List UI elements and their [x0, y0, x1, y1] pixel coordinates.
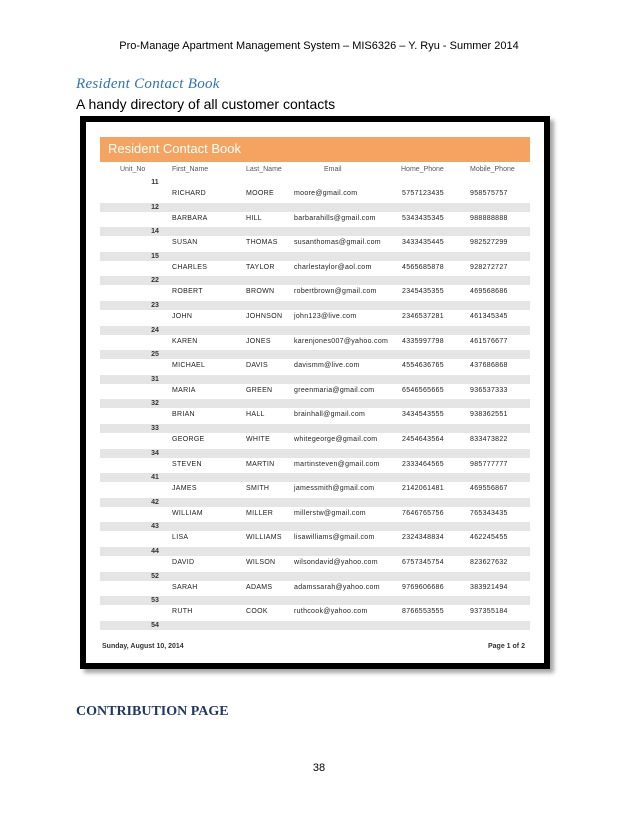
unit-number: 24	[151, 326, 159, 334]
mobile-phone-cell: 985777777	[470, 460, 508, 468]
last-name-cell: HALL	[246, 411, 265, 419]
unit-number: 23	[151, 302, 159, 309]
mobile-phone-cell: 383921494	[470, 583, 508, 591]
home-phone-cell: 5343435345	[402, 214, 444, 222]
mobile-phone-cell: 982527299	[470, 239, 508, 247]
report-footer-date: Sunday, August 10, 2014	[102, 643, 184, 650]
table-row	[100, 424, 530, 449]
email-cell: millerstw@gmail.com	[294, 509, 366, 517]
page-number: 38	[312, 762, 326, 774]
contribution-heading: CONTRIBUTION PAGE	[76, 704, 229, 719]
unit-number: 41	[151, 474, 159, 482]
last-name-cell: ADAMS	[246, 583, 273, 591]
table-row	[100, 252, 530, 277]
mobile-phone-cell: 765343435	[470, 509, 508, 517]
last-name-cell: SMITH	[246, 485, 270, 493]
home-phone-cell: 7646765756	[402, 509, 444, 517]
unit-number: 43	[151, 523, 159, 531]
first-name-cell: ROBERT	[172, 288, 203, 296]
unit-number: 44	[151, 548, 159, 555]
table-row	[100, 473, 530, 498]
last-name-cell: WHITE	[246, 436, 271, 443]
table-row	[100, 178, 530, 203]
table-row	[100, 522, 530, 547]
last-name-cell: COOK	[246, 608, 268, 616]
last-name-cell: WILSON	[246, 559, 276, 566]
report-column-headers	[86, 166, 544, 178]
last-name-cell: WILLIAMS	[246, 534, 282, 542]
table-row	[100, 326, 530, 351]
table-row	[100, 547, 530, 572]
mobile-phone-cell: 988888888	[470, 214, 508, 222]
mobile-phone-cell: 461345345	[470, 313, 508, 320]
home-phone-cell: 3434543555	[402, 411, 444, 419]
unit-number: 15	[151, 252, 159, 260]
unit-number: 31	[151, 375, 159, 383]
email-cell: brainhall@gmail.com	[294, 411, 366, 419]
unit-number: 14	[151, 228, 159, 236]
home-phone-cell: 6757345754	[402, 559, 444, 566]
table-row	[100, 596, 530, 621]
unit-number: 22	[151, 277, 159, 285]
mobile-phone-cell: 462245455	[470, 534, 508, 542]
home-phone-cell: 3433435445	[402, 239, 444, 247]
column-header-first-name: First_Name	[172, 166, 209, 173]
last-name-cell: GREEN	[246, 386, 273, 394]
mobile-phone-cell: 437686868	[470, 362, 508, 370]
mobile-phone-cell: 938362551	[470, 411, 508, 419]
email-cell: john123@live.com	[294, 313, 357, 320]
report-screenshot	[80, 116, 550, 669]
table-row	[100, 399, 530, 424]
column-header-unit-no: Unit_No	[120, 166, 146, 173]
home-phone-cell: 2324348834	[402, 534, 444, 542]
last-name-cell: TAYLOR	[246, 263, 275, 271]
first-name-cell: SUSAN	[172, 239, 198, 247]
first-name-cell: STEVEN	[172, 460, 202, 468]
first-name-cell: SARAH	[172, 583, 198, 591]
mobile-phone-cell: 936537333	[470, 386, 508, 394]
email-cell: charlestaylor@aol.com	[294, 263, 372, 271]
table-row	[100, 203, 530, 228]
first-name-cell: LISA	[172, 534, 189, 542]
first-name-cell: DAVID	[172, 559, 195, 566]
unit-number: 42	[151, 498, 159, 506]
column-header-mobile-phone: Mobile_Phone	[470, 166, 515, 173]
table-row	[100, 350, 530, 375]
first-name-cell: GEORGE	[172, 436, 205, 443]
last-name-cell: MILLER	[246, 509, 274, 517]
email-cell: lisawilliams@gmail.com	[294, 534, 375, 542]
first-name-cell: BRIAN	[172, 411, 195, 419]
table-row	[100, 498, 530, 523]
first-name-cell: CHARLES	[172, 263, 208, 271]
last-name-cell: JOHNSON	[246, 313, 283, 320]
section-subtitle: A handy directory of all customer contacts	[76, 96, 336, 112]
last-name-cell: THOMAS	[246, 239, 278, 247]
home-phone-cell: 2333464565	[402, 460, 444, 468]
email-cell: whitegeorge@gmail.com	[294, 436, 378, 443]
unit-number: 34	[151, 449, 159, 457]
home-phone-cell: 4565685878	[402, 263, 444, 271]
column-header-last-name: Last_Name	[246, 166, 282, 173]
home-phone-cell: 2346537281	[402, 313, 444, 320]
report-title: Resident Contact Book	[108, 141, 241, 156]
last-name-cell: JONES	[246, 337, 271, 345]
email-cell: karenjones007@yahoo.com	[294, 337, 389, 345]
first-name-cell: RUTH	[172, 608, 193, 616]
home-phone-cell: 8766553555	[402, 608, 444, 616]
table-row	[100, 301, 530, 326]
section-title: Resident Contact Book	[76, 76, 220, 92]
email-cell: greenmaria@gmail.com	[294, 386, 375, 394]
unit-number: 52	[151, 572, 159, 580]
table-row	[100, 227, 530, 252]
first-name-cell: MARIA	[172, 386, 196, 394]
last-name-cell: DAVIS	[246, 362, 268, 370]
email-cell: barbarahills@gmail.com	[294, 214, 376, 222]
report-footer-page: Page 1 of 2	[488, 643, 525, 650]
unit-number: 12	[151, 203, 159, 211]
first-name-cell: KAREN	[172, 337, 198, 345]
unit-number: 54	[151, 621, 159, 629]
mobile-phone-cell: 461576677	[470, 337, 508, 345]
mobile-phone-cell: 469556867	[470, 485, 508, 493]
report-banner	[100, 137, 530, 162]
unit-number: 25	[151, 351, 159, 359]
email-cell: jamessmith@gmail.com	[294, 485, 375, 493]
first-name-cell: JAMES	[172, 485, 197, 493]
first-name-cell: WILLIAM	[172, 509, 203, 517]
first-name-cell: JOHN	[172, 313, 193, 320]
mobile-phone-cell: 928272727	[470, 263, 508, 271]
unit-number: 11	[151, 179, 159, 186]
mobile-phone-cell: 823627632	[470, 559, 508, 566]
unit-number: 32	[151, 400, 159, 408]
table-row	[100, 449, 530, 474]
mobile-phone-cell: 937355184	[470, 608, 508, 616]
unit-number: 53	[151, 597, 159, 605]
mobile-phone-cell: 958575757	[470, 190, 508, 197]
table-row	[100, 572, 530, 597]
home-phone-cell: 4335997798	[402, 337, 444, 345]
column-header-email: Email	[324, 166, 342, 173]
last-name-cell: MARTIN	[246, 460, 275, 468]
email-cell: ruthcook@yahoo.com	[294, 608, 368, 616]
home-phone-cell: 2454643564	[402, 436, 444, 443]
email-cell: wilsondavid@yahoo.com	[294, 559, 378, 566]
home-phone-cell: 4554636765	[402, 362, 444, 370]
page-header: Pro-Manage Apartment Management System – MIS6326 – Y. Ryu - Summer 2014	[119, 40, 519, 52]
home-phone-cell: 5757123435	[402, 190, 444, 197]
table-row	[100, 276, 530, 301]
last-name-cell: HILL	[246, 214, 262, 222]
table-row	[100, 621, 530, 646]
last-name-cell: BROWN	[246, 288, 275, 296]
unit-number: 33	[151, 425, 159, 432]
home-phone-cell: 6546565665	[402, 386, 444, 394]
last-name-cell: MOORE	[246, 190, 274, 197]
email-cell: robertbrown@gmail.com	[294, 288, 377, 296]
first-name-cell: BARBARA	[172, 214, 208, 222]
email-cell: adamssarah@yahoo.com	[294, 583, 380, 591]
column-header-home-phone: Home_Phone	[401, 166, 444, 173]
first-name-cell: MICHAEL	[172, 362, 206, 370]
email-cell: susanthomas@gmail.com	[294, 239, 381, 247]
email-cell: davismm@live.com	[294, 362, 360, 370]
home-phone-cell: 2345435355	[402, 288, 444, 296]
email-cell: martinsteven@gmail.com	[294, 460, 380, 468]
first-name-cell: RICHARD	[172, 190, 206, 197]
email-cell: moore@gmail.com	[294, 190, 358, 197]
mobile-phone-cell: 469568686	[470, 288, 508, 296]
home-phone-cell: 2142061481	[402, 485, 444, 493]
mobile-phone-cell: 833473822	[470, 436, 508, 443]
table-row	[100, 375, 530, 400]
home-phone-cell: 9769606686	[402, 583, 444, 591]
